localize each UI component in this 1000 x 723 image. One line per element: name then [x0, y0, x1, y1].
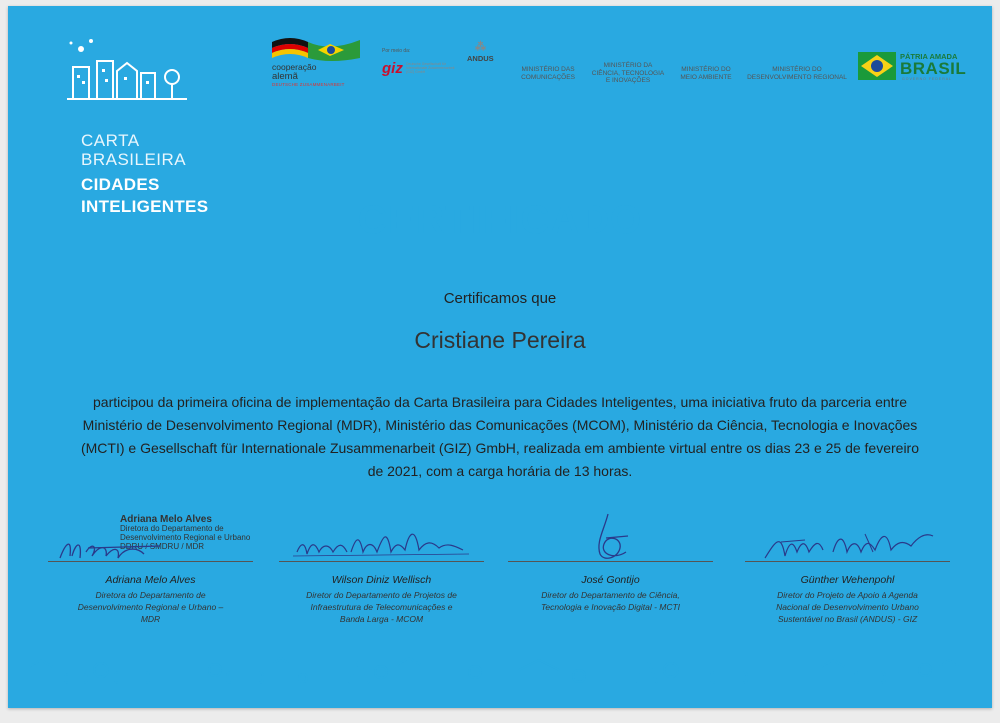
brand-line-2: BRASILEIRA: [81, 150, 187, 169]
coop-line-1: cooperação: [272, 62, 317, 72]
certificate-title: CERTIFICADO: [357, 198, 643, 242]
certify-text: Certificamos que: [443, 290, 557, 307]
stamp-line-2: Desenvolvimento Regional e Urbano: [120, 533, 251, 542]
brazil-flag-icon: [858, 52, 896, 80]
brand-line-4: INTELIGENTES: [81, 197, 209, 216]
brand-line-1: CARTA: [81, 131, 140, 150]
patria-line-1: PÁTRIA AMADA: [900, 52, 958, 61]
signatory-name: José Gontijo: [581, 574, 640, 586]
brand-line-3: CIDADES: [81, 175, 160, 194]
signatory-name: Adriana Melo Alves: [105, 574, 196, 586]
signatory-name: Wilson Diniz Wellisch: [331, 574, 432, 586]
coop-line-3: DEUTSCHE ZUSAMMENARBEIT: [272, 82, 345, 87]
stamp-name: Adriana Melo Alves: [120, 514, 212, 525]
handwritten-signature-1: [48, 512, 253, 562]
signature-line: [508, 561, 713, 562]
handwritten-signature-4: [745, 512, 950, 564]
ministry-meio-ambiente: MINISTÉRIO DO MEIO AMBIENTE: [680, 66, 732, 81]
giz-mark: giz: [382, 60, 403, 77]
city-skyline-illustration: [19, 630, 981, 690]
patria-amada-brasil-logo: [858, 52, 968, 82]
flags-icon: [270, 34, 362, 62]
signatory-role: Diretor do Departamento de Ciência, Tecnologia e Inovação Digital - MCTI: [540, 590, 681, 612]
handwritten-signature-2: [279, 512, 484, 562]
ministry-ciencia: MINISTÉRIO DA CIÊNCIA, TECNOLOGIA E INOVAÇÕES: [591, 62, 665, 84]
stamp-line-1: Diretora do Departamento de: [120, 524, 224, 533]
recipient-name: Cristiane Pereira: [414, 327, 586, 353]
stamp-line-3: DDRU / SMDRU / MDR: [120, 542, 204, 551]
andus-logo: [467, 41, 494, 63]
signatory-name: Günther Wehenpohl: [800, 574, 895, 586]
ministry-comunicacoes: MINISTÉRIO DAS COMUNICAÇÕES: [521, 66, 575, 81]
signature-line: [745, 561, 950, 562]
signature-line: [48, 561, 253, 562]
giz-logo: [382, 48, 462, 88]
partner-logos: [270, 34, 970, 94]
ministry-desenvolvimento: MINISTÉRIO DO DESENVOLVIMENTO REGIONAL: [747, 66, 847, 81]
cooperacao-alema-logo: [270, 34, 370, 94]
carta-brasileira-logo: [41, 17, 252, 227]
signatory-role: Diretor do Projeto de Apoio à Agenda Nacional de Desenvolvimento Urbano Sustentável no Brasil (ANDUS) - GIZ: [776, 590, 919, 624]
patria-line-3: GOVERNO FEDERAL: [902, 77, 953, 81]
por-meio-label: Por meio da:: [382, 48, 411, 54]
city-icon: [67, 37, 187, 107]
patria-line-2: BRASIL: [900, 59, 967, 78]
certificate-body: participou da primeira oficina de implementação da Carta Brasileira para Cidades Inteligentes, uma iniciativa fruto da parceria entre Ministério de Desenvolvimento Regional (MDR), Ministério das Comunicações (MCOM), Ministério da Ciência, Tecnologia e Inovações (MCTI) e Gesellschaft für Internationale Zusammenarbeit (GIZ) GmbH, realizada em ambiente virtual entre os dias 23 e 25 de fevereiro de 2021, com a carga horária de 13 horas.: [80, 394, 920, 479]
giz-subtitle: Deutsche Gesellschaft für Internationale Zusammenarbeit (GIZ) GmbH: [406, 62, 455, 74]
coop-line-2: alemã: [272, 71, 298, 82]
signatory-role: Diretor do Departamento de Projetos de Infraestrutura de Telecomunicações e Banda Larga - MCOM: [306, 590, 457, 624]
signatory-role: Diretora do Departamento de Desenvolvimento Regional e Urbano – MDR: [77, 590, 224, 624]
signature-line: [279, 561, 484, 562]
andus-label: ANDUS: [467, 54, 494, 63]
handwritten-signature-3: [508, 512, 713, 564]
andus-icon: ⁂: [475, 41, 486, 53]
